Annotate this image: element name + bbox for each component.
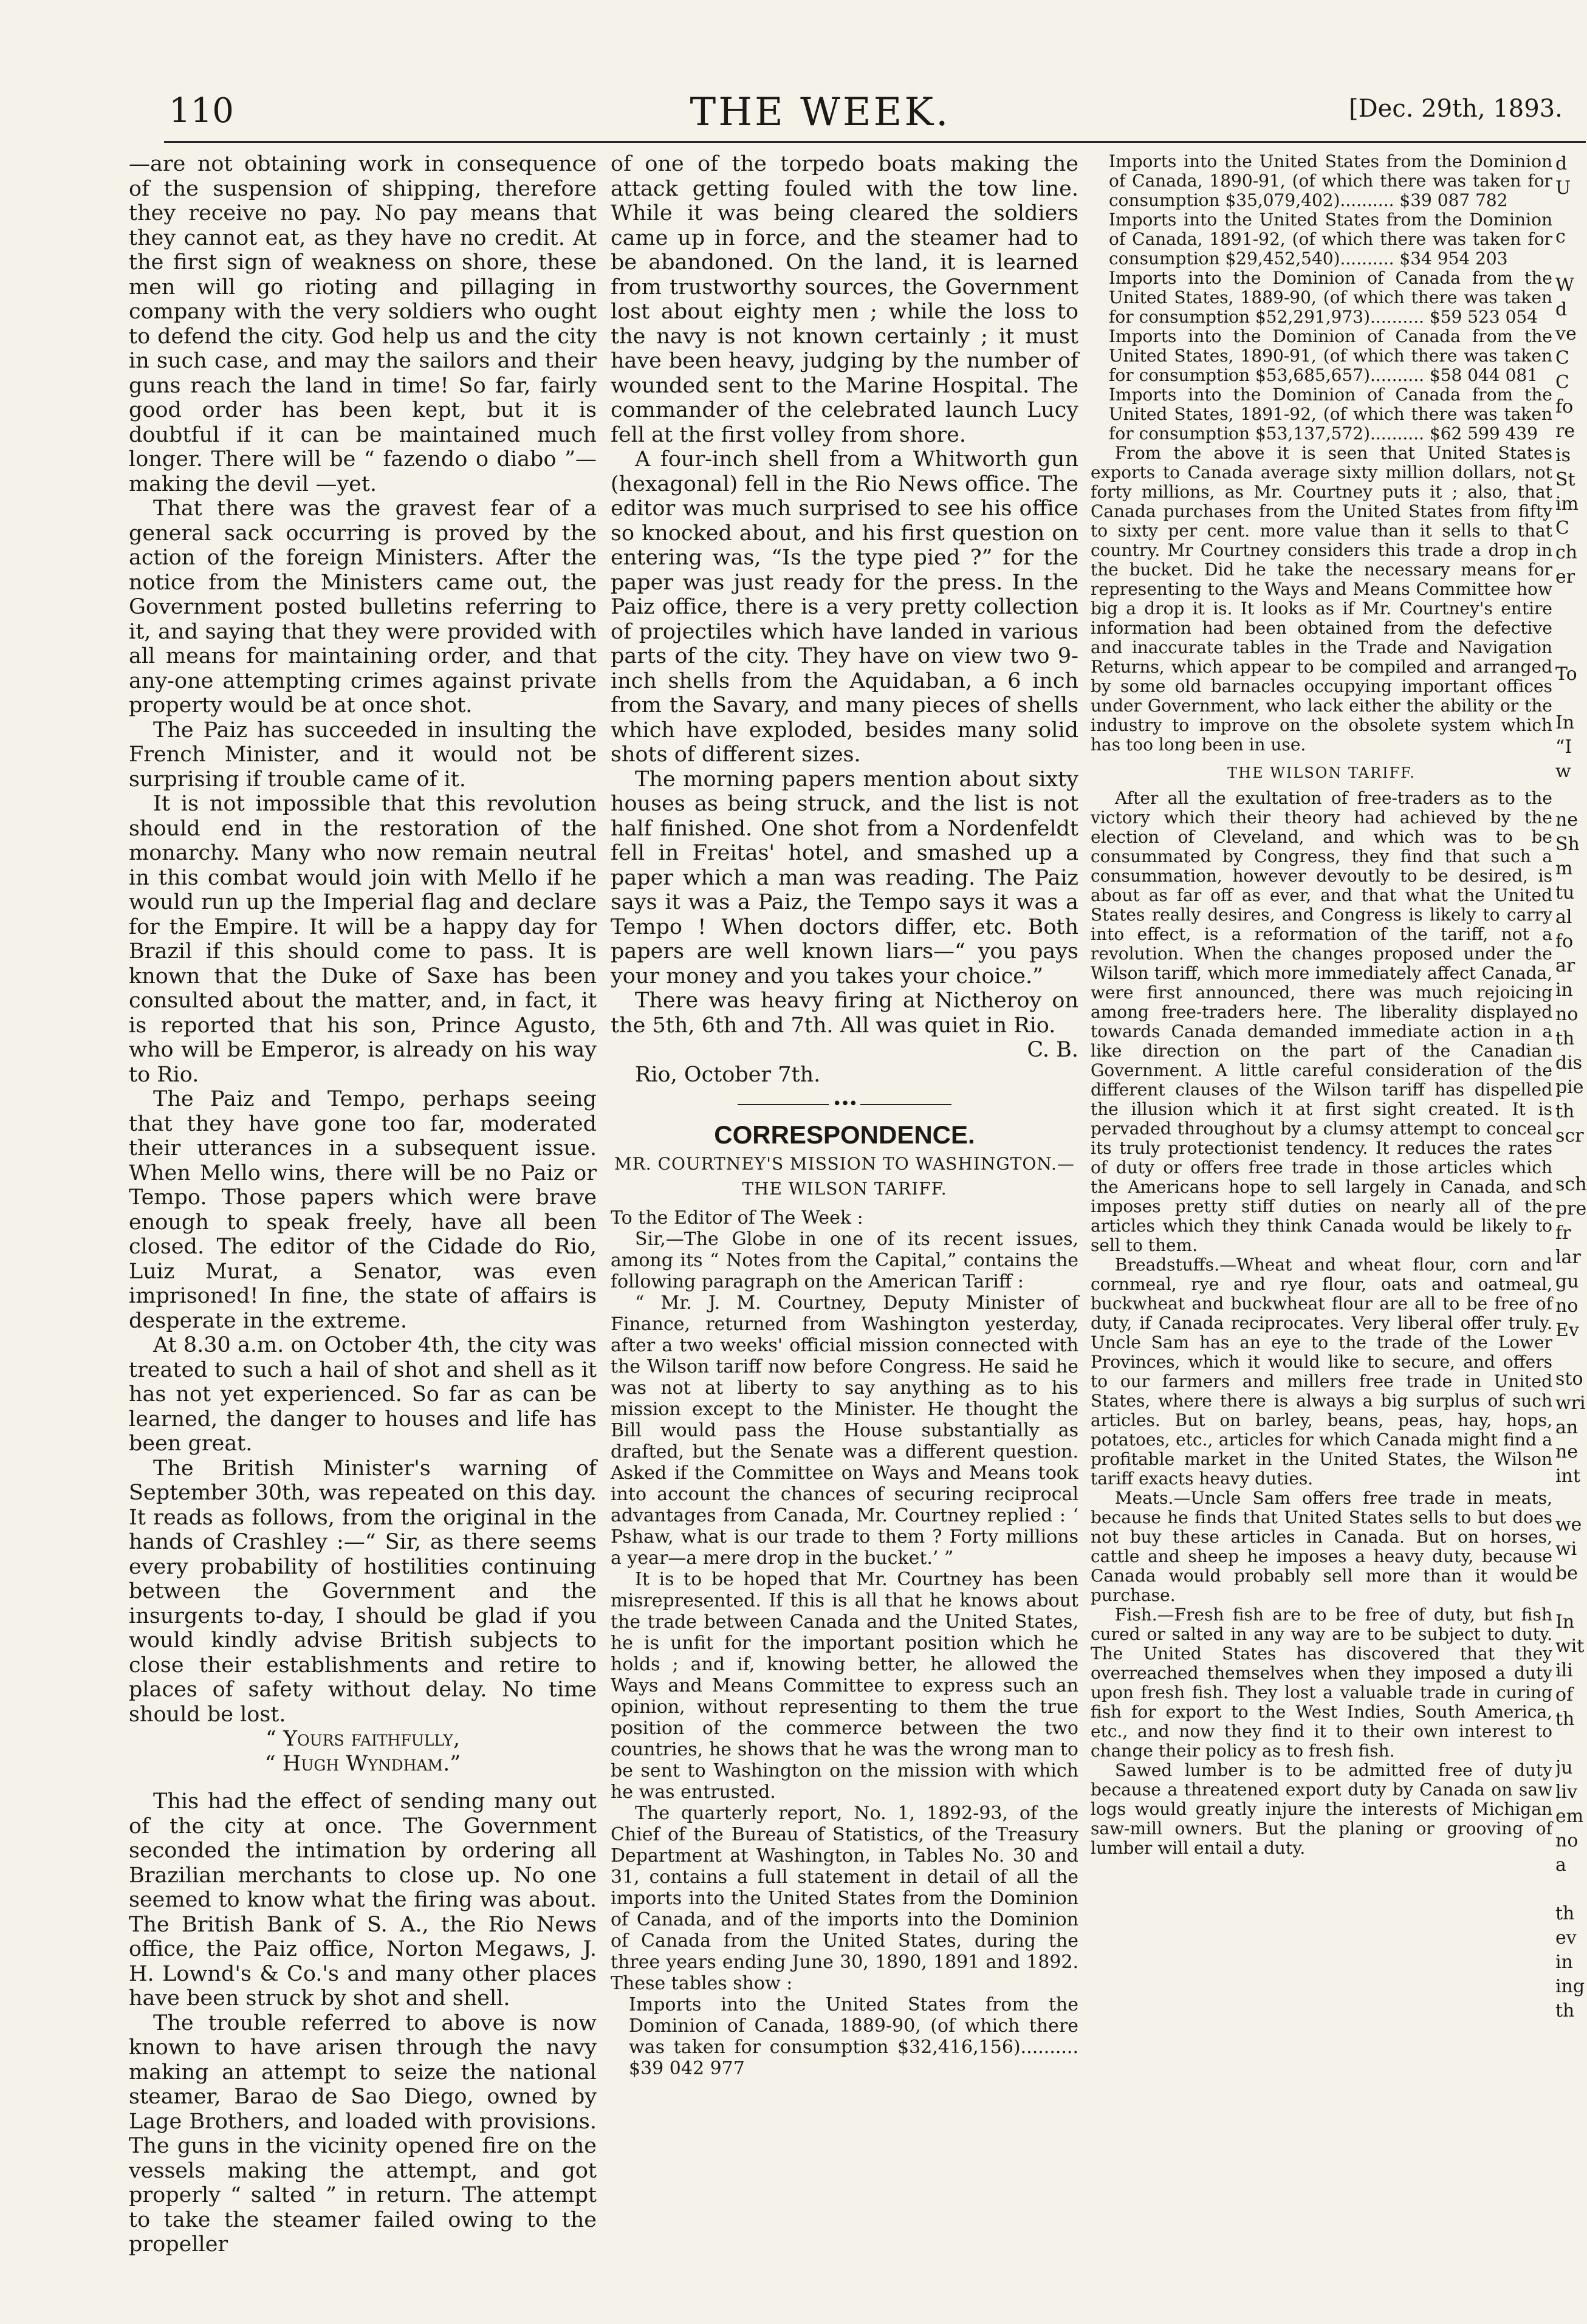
fragment-line: pre (1555, 1198, 1587, 1219)
paragraph: That there was the gravest fear of a general sack occurring is proved by the action of the foreign Ministers. After the notice from the Ministers came out, the Government posted bulletins referring to it, and saying that they were provided with all means for maintaining order, and that any-one attempting crimes against private property would be at once shot. (129, 496, 597, 718)
fragment-line (1555, 687, 1587, 711)
fragment-line: w (1555, 761, 1571, 782)
wilson-tariff-heading: THE WILSON TARIFF. (1227, 764, 1416, 781)
paragraph: The British Minister's warning of September 30th, was repeated on this day. It reads as follows, from the original in the hands of Crashley :—“ Sir, as there seems every probability of hostilities continuing between the Government and the insurgents to-day, I should be glad if you would kindly advise British subjects to close their establishments and retire to places of safety without delay. No time should be lost. (129, 1456, 597, 1727)
paragraph: It is to be hoped that Mr. Courtney has been misrepresented. If this is all that he knows about the trade between Canada and the United States, he is unfit for the important position which he holds ; and if, knowing better, he allowed the Ways and Means Committee to express such an opinion, without representing to them the true position of the commerce between the two countries, he shows that he was the wrong man to be sent to Washington on the mission with which he was entrusted. (611, 1569, 1078, 1803)
import-value: $62 599 439 (1429, 423, 1538, 444)
fragment-line: gu (1555, 1271, 1579, 1292)
column-2 (611, 152, 1078, 2079)
fragment-line: lar (1555, 1247, 1581, 1268)
paragraph: The Paiz has succeeded in insulting the French Minister, and it would not be surprising if trouble came of it. (129, 718, 597, 792)
fragment-line (1555, 1148, 1587, 1173)
masthead: THE WEEK. (690, 90, 951, 135)
fragment-line: In (1555, 1611, 1575, 1633)
fragment-line: be (1555, 1563, 1578, 1584)
paragraph: After all the exultation of free-traders as to the victory which their theory had achieved by the election of Cleveland, and which was to be consummated by Congress, they find that such a consummation, however devoutly to be desired, is about as far off as ever, and that what the United States really desires, and Congress is likely to carry into effect, is a reformation of the tariff, not a revolution. When the changes proposed under the Wilson tariff, which more immediately affect Canada, were first announced, there was much rejoicing among free-traders here. The liberality displayed towards Canada demanded immediate action in a like direction on the part of the Canadian Government. A little careful consideration of the different clauses of the Wilson tariff has dispelled the illusion which it at first sight created. It is pervaded throughout by a clumsy attempt to conceal its truly protectionist tendency. It reduces the rates of duty or offers free trade in those articles which the Americans hope to sell largely in Canada, and imposes pretty stiff duties on nearly all of the articles which they think Canada would be likely to sell to them. (1091, 788, 1552, 1255)
fragment-line: no (1555, 1830, 1578, 1851)
fragment-line: C (1555, 518, 1569, 539)
paragraph: Sawed lumber is to be admitted free of duty because a threatened export duty by Canada on saw logs would greatly injure the interests of Michigan saw-mill owners. But the planing or grooving of lumber will entail a duty. (1091, 1760, 1552, 1858)
issue-date: [Dec. 29th, 1893. (1349, 95, 1563, 123)
paragraph: Fish.—Fresh fish are to be free of duty, but fish cured or salted in any way are to be subject to duty. The United States has discovered that they overreached themselves when they imposed a duty upon fresh fish. They lost a valuable trade in curing fish for export to the West Indies, South America, etc., and now they find it to their own interest to change their policy as to fresh fish. (1091, 1605, 1552, 1761)
fragment-line (1555, 249, 1587, 273)
fragment-line: Ev (1555, 1320, 1579, 1341)
signature-closing: “ Yours faithfully, (266, 1727, 460, 1751)
import-value: $39 042 977 (629, 2058, 745, 2079)
fragment-line (1555, 784, 1587, 808)
fragment-line: ne (1555, 809, 1578, 831)
fragment-line: fo (1555, 396, 1574, 417)
import-value: $39 087 782 (1399, 190, 1508, 210)
fragment-line: em (1555, 1806, 1584, 1827)
paragraph: This had the effect of sending many out of the city at once. The Government seconded the intimation by ordering all Brazilian merchants to close up. No one seemed to know what the firing was about. The British Bank of S. A., the Rio News office, the Paiz office, Norton Megaws, J. H. Lownd's & Co.'s and many other places have been struck by shot and shell. (129, 1789, 597, 2010)
fragment-line: al (1555, 907, 1572, 928)
paragraph: At 8.30 a.m. on October 4th, the city was treated to such a hail of shot and shell as it has not yet experienced. So far as can be learned, the danger to houses and life has been great. (129, 1333, 597, 1456)
fragment-line (1555, 1489, 1587, 1513)
import-entry: Imports into the United States from the Dominion of Canada, 1889-90, (of which there was taken for consumption $32,416,156).......... $39 042 977 (629, 1994, 1078, 2079)
salutation: To the Editor of The Week : (611, 1207, 863, 1229)
paragraph: The Paiz and Tempo, perhaps seeing that they have gone too far, moderated their utterances in a subsequent issue. When Mello wins, there will be no Paiz or Tempo. Those papers which were brave enough to speak freely, have all been closed. The editor of the Cidade do Rio, Luiz Murat, a Senator, was even imprisoned! In fine, the state of affairs is desperate in the extreme. (129, 1087, 597, 1333)
fragment-line: no (1555, 1295, 1578, 1317)
fragment-line (1555, 638, 1587, 662)
fragment-line: no (1555, 1004, 1578, 1025)
fragment-line (1555, 1343, 1587, 1367)
paragraph: Breadstuffs.—Wheat and wheat flour, corn and cornmeal, rye and rye flour, oats and oatmeal, buckwheat and buckwheat flour are all to be free of duty, if Canada reciprocates. Very liberal offer truly. Uncle Sam has an eye to the trade of the Lower Provinces, which it would like to secure, and offers to our farmers and millers free trade in United States, where there is always a big surplus of such articles. But on barley, beans, peas, hay, hops, potatoes, etc., articles for which Canada might find a profitable market in the United States, the Wilson tariff exacts heavy duties. (1091, 1255, 1552, 1489)
fragment-line: W (1555, 275, 1574, 296)
paragraph: There was heavy firing at Nictheroy on the 5th, 6th and 7th. All was quiet in Rio. (611, 989, 1078, 1038)
fragment-line: tu (1555, 882, 1575, 903)
fragment-line: U (1555, 177, 1571, 199)
fragment-line: wi (1555, 1538, 1577, 1560)
paragraph: The morning papers mention about sixty houses as being struck, and the list is not half finished. One shot from a Nordenfeldt fell in Freitas' hotel, and smashed up a paper which a man was reading. The Paiz says it was a Paiz, the Tempo says it was a Tempo ! When doctors differ, etc. Both papers are well known liars—“ you pays your money and you takes your choice.” (611, 767, 1078, 989)
fragment-line: im (1555, 493, 1579, 515)
column-3 (1091, 152, 1552, 1858)
header-rule (164, 141, 1586, 143)
fragment-line: fo (1555, 931, 1574, 952)
fragment-line: ne (1555, 1441, 1578, 1462)
fragment-line: re (1555, 420, 1575, 442)
paragraph: The quarterly report, No. 1, 1892-93, of the Chief of the Bureau of Statistics, of the Treasury Department at Washington, in Tables No. 30 and 31, contains a full statement in detail of all the imports into the United States from the Dominion of Canada, and of the imports into the Dominion of Canada from the United States, during the three years ending June 30, 1890, 1891 and 1892. These tables show : (611, 1803, 1078, 1994)
paragraph: The trouble referred to above is now known to have arisen through the navy making an attempt to seize the national steamer, Barao de Sao Diego, owned by Lage Brothers, and loaded with provisions. The guns in the vicinity opened fire on the vessels making the attempt, and got properly “ salted ” in return. The attempt to take the steamer failed owing to the propeller (129, 2010, 597, 2257)
fragment-line: ch (1555, 542, 1578, 563)
fragment-line: ar (1555, 955, 1575, 976)
quoted-paragraph: “ Mr. J. M. Courtney, Deputy Minister of Finance, returned from Washington yesterday, after a two weeks' official mission connected with the Wilson tariff now before Congress. He said he was not at liberty to say anything as to his mission except to the Minister. He thought the Bill would pass the House substantially as drafted, but the Senate was a different question. Asked if the Committee on Ways and Means took into account the chances of securing reciprocal advantages from Canada, Mr. Courtney replied : ‘ Pshaw, what is our trade to them ? Forty millions a year—a mere drop in the bucket.’ ” (611, 1292, 1078, 1569)
fragment-line: “I (1555, 736, 1572, 758)
fragment-line: ev (1555, 1927, 1577, 1949)
fragment-line: St (1555, 469, 1575, 490)
fragment-line: c (1555, 226, 1566, 247)
column-4-fragment (1555, 152, 1587, 2023)
fragment-line: wit (1555, 1636, 1585, 1657)
fragment-line: in (1555, 979, 1573, 1001)
correspondence-heading: CORRESPONDENCE. (714, 1120, 975, 1149)
fragment-line (1555, 1877, 1587, 1902)
paragraph: —are not obtaining work in consequence of the suspension of shipping, therefore they receive no pay. No pay means that they cannot eat, as they have no credit. At the first sign of weakness on shore, these men will go rioting and pillaging in company with the very soldiers who ought to defend the city. God help us and the city in such case, and may the sailors and their guns reach the land in time! So far, fairly good order has been kept, but it is doubtful if it can be maintained much longer. There will be “ fazendo o diabo ”—making the devil —yet. (129, 152, 597, 496)
fragment-line (1555, 1586, 1587, 1610)
fragment-line: of (1555, 1684, 1574, 1705)
paragraph: Sir,—The Globe in one of its recent issues, among its “ Notes from the Capital,” contains the following paragraph on the American Tariff : (611, 1229, 1078, 1292)
fragment-line: th (1555, 1903, 1575, 1924)
dateline: Rio, October 7th. (635, 1062, 821, 1087)
signature-name: “ Hugh Wyndham.” (264, 1751, 461, 1776)
fragment-line: d (1555, 299, 1568, 320)
section-divider: ••• (611, 1092, 1078, 1117)
fragment-line: liv (1555, 1781, 1578, 1803)
fragment-line: sch (1555, 1174, 1587, 1195)
import-entry: Imports into the United States from the Dominion of Canada, 1890-91, (of which there was taken for consumption $35,079,402).......... $39 087 782 (1109, 151, 1552, 210)
fragment-line: ili (1555, 1660, 1573, 1681)
fragment-line: ing (1555, 1976, 1585, 1997)
import-entry: Imports into the Dominion of Canada from the United States, 1890-91, (of which there was taken for consumption $53,685,657).......... $58 044 081 (1109, 326, 1552, 385)
fragment-line: dis (1555, 1052, 1583, 1074)
fragment-line: C (1555, 348, 1569, 369)
paragraph: Meats.—Uncle Sam offers free trade in meats, because he finds that United States sells to but does not buy these articles in Canada. But on horses, cattle and sheep he imposes a heavy duty, because Canada would probably sell more than it would purchase. (1091, 1488, 1552, 1605)
fragment-line: th (1555, 1709, 1575, 1730)
page-number: 110 (169, 91, 234, 131)
fragment-line: d (1555, 153, 1568, 174)
fragment-line: wri (1555, 1393, 1586, 1414)
fragment-line: er (1555, 566, 1575, 588)
fragment-line: C (1555, 372, 1569, 393)
fragment-line: Sh (1555, 834, 1580, 855)
fragment-line: scr (1555, 1125, 1584, 1147)
import-entry: Imports into the Dominion of Canada from the United States, 1891-92, (of which there was taken for consumption $53,137,572).......... $62 599 439 (1109, 385, 1552, 444)
paragraph: From the above it is seen that United States exports to Canada average sixty million dollars, not forty millions, as Mr. Courtney puts it ; also, that Canada purchases from the United States from fifty to sixty per cent. more value than it sells to that country. Mr Courtney considers this trade a drop in the bucket. Did he take the necessary means for representing to the Ways and Means Committee how big a drop it is. It looks as if Mr. Courtney's entire information had been obtained from the defective and inaccurate tables in the Trade and Navigation Returns, which appear to be compiled and arranged by some old barnacles occupying important offices under Government, who lack either the ability or the industry to improve on the obsolete system which has too long been in use. (1091, 443, 1552, 755)
fragment-line (1555, 589, 1587, 614)
correspondence-subheading: MR. COURTNEY'S MISSION TO WASHINGTON.—THE WILSON TARIFF. (614, 1154, 1075, 1199)
fragment-line: int (1555, 1465, 1580, 1487)
fragment-line: To (1555, 663, 1577, 685)
fragment-line: th (1555, 1101, 1575, 1122)
paragraph: of one of the torpedo boats making the attack getting fouled with the tow line. While it was being cleared the soldiers came up in force, and the steamer had to be abandoned. On the land, it is learned from trustworthy sources, the Government lost about eighty men ; while the loss to the navy is not known certainly ; it must have been heavy, judging by the number of wounded sent to the Marine Hospital. The commander of the celebrated launch Lucy fell at the first volley from shore. (611, 152, 1078, 447)
fragment-line: is (1555, 445, 1571, 466)
author-initials: C. B. (1027, 1038, 1078, 1062)
fragment-line: an (1555, 1417, 1578, 1438)
fragment-line: ju (1555, 1757, 1573, 1778)
import-entry: Imports into the Dominion of Canada from the United States, 1889-90, (of which there was taken for consumption $52,291,973).......... $59 523 054 (1109, 268, 1552, 327)
fragment-line: m (1555, 858, 1573, 879)
page-header (0, 0, 1587, 140)
paragraph: A four-inch shell from a Whitworth gun (hexagonal) fell in the Rio News office. The editor was much surprised to see his office so knocked about, and his first question on entering was, “Is the type pied ?” for the paper was just ready for the press. In the Paiz office, there is a very pretty collection of projectiles which have landed in various parts of the city. They have on view two 9-inch shells from the Aquidaban, a 6 inch from the Savary, and many pieces of shells which have exploded, besides many solid shots of different sizes. (611, 447, 1078, 767)
fragment-line: we (1555, 1514, 1582, 1535)
fragment-line: in (1555, 1952, 1573, 1973)
fragment-line: th (1555, 1028, 1575, 1049)
fragment-line: sto (1555, 1368, 1583, 1390)
import-value: $34 954 203 (1399, 249, 1508, 269)
fragment-line: th (1555, 2000, 1575, 2021)
import-entry: Imports into the United States from the Dominion of Canada, 1891-92, (of which there was taken for consumption $29,452,540).......... $34 954 203 (1109, 210, 1552, 269)
fragment-line: fr (1555, 1222, 1571, 1244)
paragraph: It is not impossible that this revolution should end in the restoration of the monarchy. Many who now remain neutral in this combat would join with Mello if he would run up the Imperial flag and declare for the Empire. It will be a happy day for Brazil if this should come to pass. It is known that the Duke of Saxe has been consulted about the matter, and, in fact, it is reported that his son, Prince Agusto, who will be Emperor, is already on his way to Rio. (129, 792, 597, 1087)
import-value: $58 044 081 (1429, 365, 1538, 385)
fragment-line: ve (1555, 323, 1577, 344)
fragment-line (1555, 1732, 1587, 1756)
import-value: $59 523 054 (1429, 307, 1538, 327)
fragment-line: pie (1555, 1077, 1584, 1098)
fragment-line: a (1555, 1854, 1566, 1876)
column-1 (129, 152, 597, 2257)
fragment-line (1555, 201, 1587, 225)
fragment-line (1555, 614, 1587, 638)
fragment-line: In (1555, 712, 1575, 733)
